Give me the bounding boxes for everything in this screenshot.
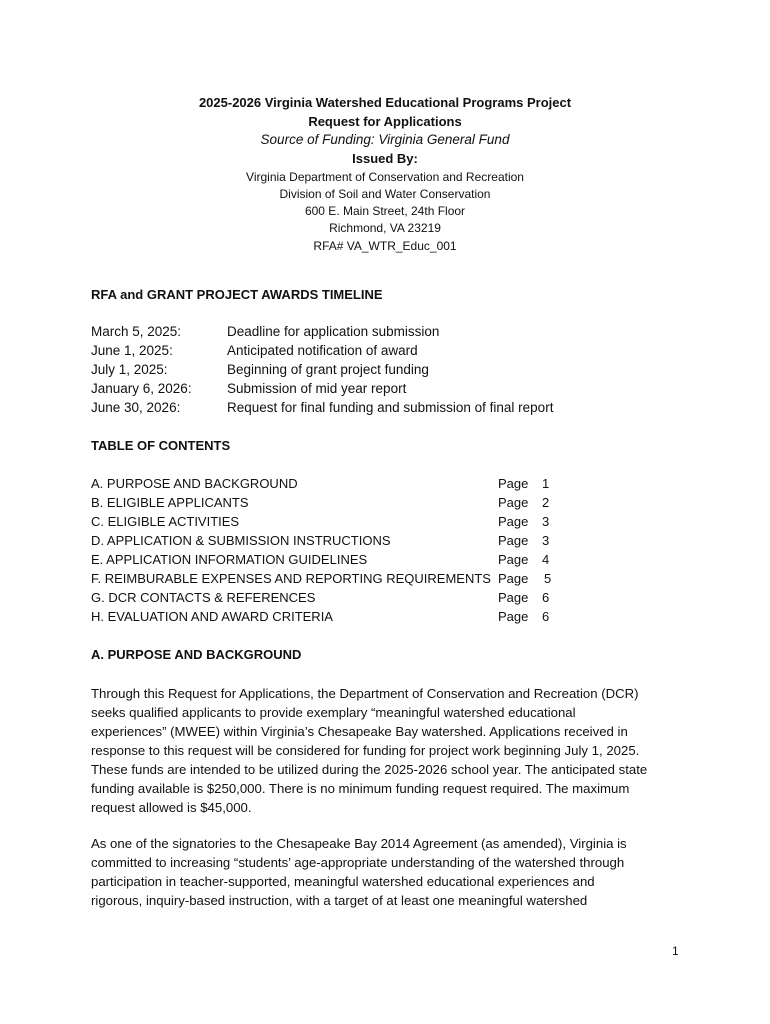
timeline-event: Deadline for application submission <box>227 324 440 339</box>
funding-source: Source of Funding: Virginia General Fund <box>260 132 510 147</box>
paragraph-line: funding available is $250,000. There is no minimum funding request required. The maximum <box>91 781 630 796</box>
paragraph-line: participation in teacher-supported, meaningful watershed educational experiences and <box>91 874 595 889</box>
toc-item-title: H. EVALUATION AND AWARD CRITERIA <box>91 609 333 624</box>
timeline-event: Beginning of grant project funding <box>227 362 429 377</box>
toc-page-number: 3 <box>542 533 550 548</box>
toc-item-title: C. ELIGIBLE ACTIVITIES <box>91 514 240 529</box>
timeline-heading: RFA and GRANT PROJECT AWARDS TIMELINE <box>91 287 383 302</box>
section-a-heading: A. PURPOSE AND BACKGROUND <box>91 647 302 662</box>
toc-page-label: Page <box>498 571 529 586</box>
paragraph-line: Through this Request for Applications, the Department of Conservation and Recreation (DCR) <box>91 686 639 701</box>
toc-page-number: 6 <box>542 590 550 605</box>
toc-page-label: Page <box>498 552 529 567</box>
section-a-paragraph-1 <box>91 684 691 817</box>
toc-heading: TABLE OF CONTENTS <box>91 438 231 453</box>
toc-page-label: Page <box>498 495 529 510</box>
toc-page-number: 3 <box>542 514 550 529</box>
issuer-agency: Virginia Department of Conservation and Recreation <box>246 170 524 184</box>
issued-by-label: Issued By: <box>352 151 418 166</box>
issuer-city: Richmond, VA 23219 <box>329 221 441 235</box>
issuer-division: Division of Soil and Water Conservation <box>279 187 491 201</box>
toc-page-number: 1 <box>542 476 550 491</box>
paragraph-line: These funds are intended to be utilized during the 2025-2026 school year. The anticipated state <box>91 762 648 777</box>
timeline-date: March 5, 2025: <box>91 324 182 339</box>
paragraph-line: response to this request will be considered for funding for project work beginning July 1, 2025. <box>91 743 640 758</box>
toc-page-number: 2 <box>542 495 550 510</box>
toc-item-title: E. APPLICATION INFORMATION GUIDELINES <box>91 552 368 567</box>
toc-page-number: 6 <box>542 609 550 624</box>
toc-page-label: Page <box>498 590 529 605</box>
paragraph-line: request allowed is $45,000. <box>91 800 252 815</box>
toc-item-title: G. DCR CONTACTS & REFERENCES <box>91 590 316 605</box>
toc-page-label: Page <box>498 533 529 548</box>
issuer-street: 600 E. Main Street, 24th Floor <box>304 204 466 218</box>
timeline-event: Request for final funding and submission of final report <box>227 400 554 415</box>
toc-item-title: A. PURPOSE AND BACKGROUND <box>91 476 298 491</box>
document-title: 2025-2026 Virginia Watershed Educational Programs Project <box>198 95 572 110</box>
toc-page-label: Page <box>498 609 529 624</box>
section-a-paragraph-2 <box>91 834 691 910</box>
page-number: 1 <box>672 944 679 958</box>
paragraph-line: rigorous, inquiry-based instruction, with a target of at least one meaningful watershed <box>91 893 588 908</box>
timeline-date: January 6, 2026: <box>91 381 192 396</box>
paragraph-line: seeks qualified applicants to provide exemplary “meaningful watershed educational <box>91 705 576 720</box>
toc-page-label: Page <box>498 476 529 491</box>
paragraph-line: committed to increasing “students’ age-appropriate understanding of the watershed through <box>91 855 625 870</box>
timeline-event: Submission of mid year report <box>227 381 407 396</box>
timeline-date: June 30, 2026: <box>91 400 181 415</box>
timeline-date: July 1, 2025: <box>91 362 168 377</box>
toc-item-title: F. REIMBURABLE EXPENSES AND REPORTING REQUIREMENTS <box>91 571 491 586</box>
toc-item-title: D. APPLICATION & SUBMISSION INSTRUCTIONS <box>91 533 391 548</box>
toc-page-number: 5 <box>544 571 552 586</box>
toc-page-number: 4 <box>542 552 550 567</box>
paragraph-line: As one of the signatories to the Chesapeake Bay 2014 Agreement (as amended), Virginia is <box>91 836 627 851</box>
timeline-date: June 1, 2025: <box>91 343 173 358</box>
document-subtitle: Request for Applications <box>308 114 462 129</box>
toc-item-title: B. ELIGIBLE APPLICANTS <box>91 495 249 510</box>
timeline-event: Anticipated notification of award <box>227 343 418 358</box>
paragraph-line: experiences” (MWEE) within Virginia’s Chesapeake Bay watershed. Applications received in <box>91 724 628 739</box>
toc-page-label: Page <box>498 514 529 529</box>
rfa-number: RFA# VA_WTR_Educ_001 <box>313 239 457 253</box>
